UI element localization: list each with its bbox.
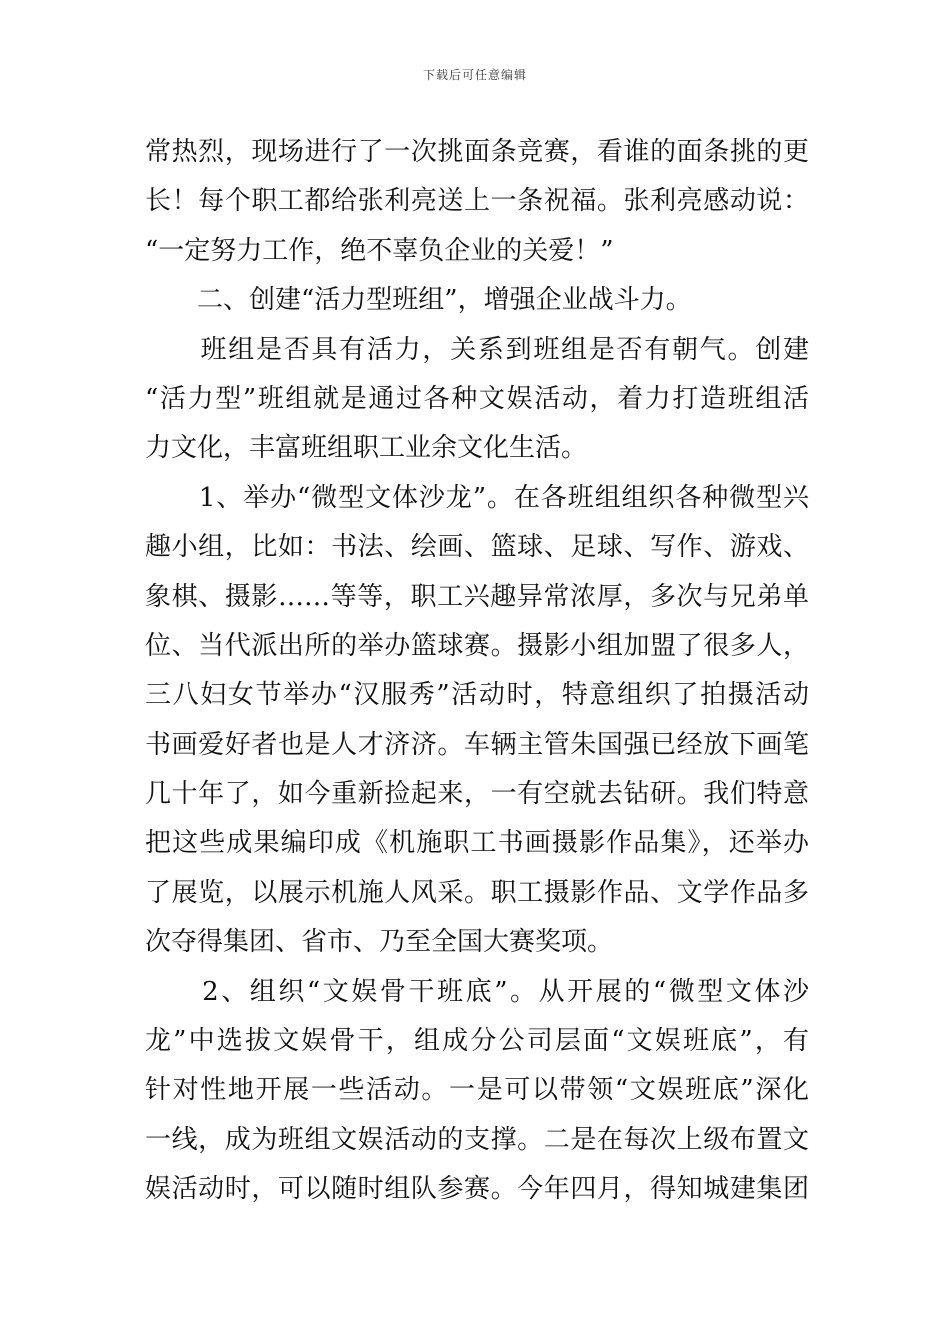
body-line: 几十年了，如今重新捡起来，一有空就去钻研。我们特意 [145,779,809,810]
body-line: “活力型”班组就是通过各种文娱活动，着力打造班组活 [145,383,809,414]
section-heading: 二、创建“活力型班组”，增强企业战斗力。 [145,285,692,316]
body-line: 2、组织“文娱骨干班底”。从开展的“微型文体沙 [145,976,809,1007]
body-line: 位、当代派出所的举办篮球赛。摄影小组加盟了很多人， [145,630,809,661]
body-line: 把这些成果编印成《机施职工书画摄影作品集》，还举办 [145,828,809,859]
body-line: “一定努力工作，绝不辜负企业的关爱！” [145,235,614,266]
page-header: 下载后可任意编辑 [422,68,527,82]
body-line: 书画爱好者也是人才济济。车辆主管朱国强已经放下画笔 [145,729,809,760]
body-line: 了展览，以展示机施人风采。职工摄影作品、文学作品多 [145,877,809,908]
body-line: 力文化，丰富班组职工业余文化生活。 [145,433,588,464]
body-line: 班组是否具有活力，关系到班组是否有朝气。创建 [145,334,809,365]
body-line: 龙”中选拔文娱骨干，组成分公司层面“文娱班底”，有 [145,1026,809,1057]
body-line: 1、举办“微型文体沙龙”。在各班组组织各种微型兴 [145,482,809,513]
body-line: 长！每个职工都给张利亮送上一条祝福。张利亮感动说： [145,186,809,217]
body-line: 三八妇女节举办“汉服秀”活动时，特意组织了拍摄活动 [145,680,809,711]
document-body [145,128,809,1215]
body-line: 次夺得集团、省市、乃至全国大赛奖项。 [145,927,614,958]
body-line: 趣小组，比如：书法、绘画、篮球、足球、写作、游戏、 [145,532,809,563]
body-line: 一线，成为班组文娱活动的支撑。二是在每次上级布置文 [145,1124,809,1155]
body-line: 象棋、摄影……等等，职工兴趣异常浓厚，多次与兄弟单 [145,581,809,612]
body-line: 娱活动时，可以随时组队参赛。今年四月，得知城建集团 [145,1174,809,1205]
body-line: 针对性地开展一些活动。一是可以带领“文娱班底”深化 [145,1075,809,1106]
body-line: 常热烈，现场进行了一次挑面条竞赛，看谁的面条挑的更 [145,137,809,167]
